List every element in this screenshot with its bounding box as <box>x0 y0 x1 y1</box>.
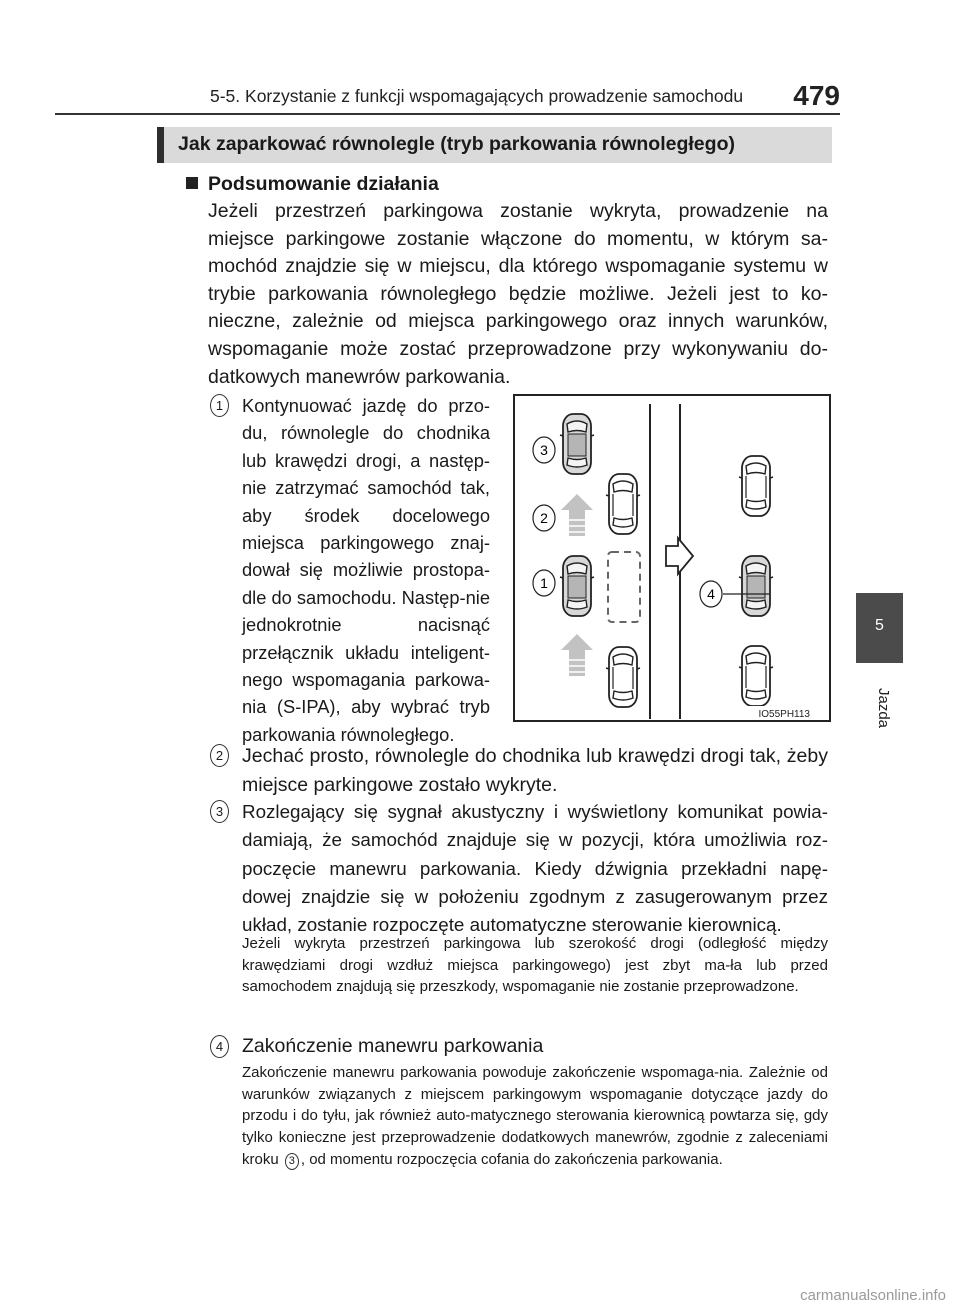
figure-code: IO55PH113 <box>758 709 810 720</box>
car-icon <box>739 646 773 706</box>
car-icon <box>739 456 773 516</box>
parking-diagram <box>513 394 831 722</box>
step-4-note <box>242 1062 828 1171</box>
section-title-bar <box>157 127 832 163</box>
summary-paragraph: Jeżeli przestrzeń parkingowa zostanie wykryta, prowadzenie na miejsce parkingowe zostanie włączone do momentu, w którym sa-mochód znajdzie się w miejscu, dla którego wspomaganie systemu w trybie parkowania równoległego będzie możliwe. Jeżeli jest to ko-nieczne, zależnie od miejsca parkingowego oraz innych warunków, wspomaganie może zostać przeprowadzone przy wykonywaniu do-datkowych manewrów parkowania. <box>208 200 828 388</box>
car-icon <box>560 556 594 616</box>
step-4-note-text: Zakończenie manewru parkowania powoduje zakończenie wspomaga-nia. Zależnie od warunków związanych z miejscem parkingowym wspomaganie dotyczące jazdy do przodu i do tyłu, jak również auto-matycznego sterowania kierownicą powtarza się, gdy tylko konieczne jest przeprowadzenie dodatkowych manewrów, zgodnie z zaleceniami kroku <box>242 1064 828 1168</box>
callout-1 <box>533 570 555 596</box>
callout-3 <box>533 437 555 463</box>
step-4-number: 4 <box>210 1035 229 1058</box>
step-2-text: Jechać prosto, równolegle do chodnika lub krawędzi drogi tak, żeby miejsce parkingowe zostało wykryte. <box>242 745 828 796</box>
svg-text:1: 1 <box>540 575 548 591</box>
car-icon <box>739 556 773 616</box>
svg-text:3: 3 <box>540 442 548 458</box>
chapter-tab <box>856 593 903 663</box>
chapter-number: 5 <box>875 617 884 634</box>
svg-text:4: 4 <box>707 586 715 602</box>
step-4-note-text-end: , od momentu rozpoczęcia cofania do zakończenia parkowania. <box>300 1150 723 1168</box>
car-icon <box>606 647 640 707</box>
car-icon <box>606 474 640 534</box>
section-title: Jak zaparkować równolegle (tryb parkowania równoległego) <box>178 133 735 155</box>
summary-heading <box>186 173 439 196</box>
chapter-label: Jazda <box>875 688 892 729</box>
page-header <box>160 82 840 110</box>
callout-2 <box>533 505 555 531</box>
watermark: carmanualsonline.info <box>800 1287 946 1304</box>
step-2-number: 2 <box>210 744 229 767</box>
step-3-text: Rozlegający się sygnał akustyczny i wyświetlony komunikat powia-damiają, że samochód znajduje się w pozycji, która umożliwia roz-poczęcie manewru parkowania. Kiedy dźwignia przekładni napę-dowej znajdzie się w położeniu zgodnym z zasugerowanym przez układ, zostanie rozpoczęte automatyczne sterowanie kierownicą. <box>242 801 828 936</box>
step-1-text: Kontynuować jazdę do przo-du, równolegle do chodnika lub krawędzi drogi, a następ-nie zatrzymać samochód tak, aby środek docelowego miejsca parkingowego znaj-dował się możliwie prostopa-dle do samochodu. Następ-nie jednokrotnie nacisnąć przełącznik układu inteligent-nego wspomagania parkowa-nia (S-IPA), aby wybrać tryb parkowania równoległego. <box>242 395 490 745</box>
step-3-number: 3 <box>210 800 229 823</box>
car-icon <box>560 414 594 474</box>
summary-heading-text: Podsumowanie działania <box>208 173 439 195</box>
step-ref-number: 3 <box>285 1153 299 1170</box>
square-bullet-icon <box>186 177 198 189</box>
svg-text:2: 2 <box>540 510 548 526</box>
page-number: 479 <box>793 80 840 111</box>
step-1-number: 1 <box>210 394 229 417</box>
callout-4 <box>700 581 722 607</box>
step-4-text: Zakończenie manewru parkowania <box>242 1035 544 1057</box>
header-rule <box>55 113 840 115</box>
step-3-note: Jeżeli wykryta przestrzeń parkingowa lub szerokość drogi (odległość między krawędziami drogi wzdłuż miejsca parkingowego) jest zbyt ma-ła lub przed samochodem znajdują się przeszkody, wspomaganie nie zostanie przeprowadzone. <box>242 935 828 996</box>
section-breadcrumb: 5-5. Korzystanie z funkcji wspomagających prowadzenie samochodu <box>210 86 744 106</box>
